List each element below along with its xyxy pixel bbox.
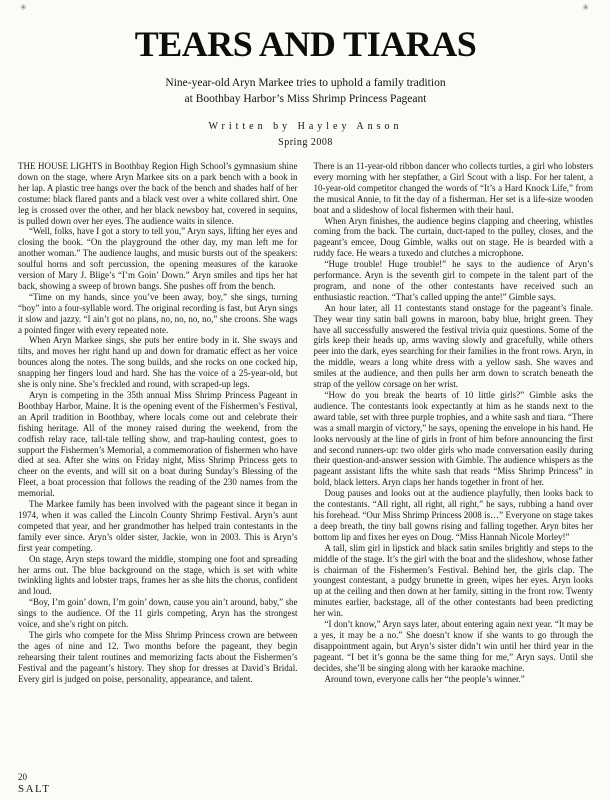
article-paragraph: When Aryn finishes, the audience begins clapping and cheering, whistles coming from the back. The curtain, duct-taped to the pulley, closes, and the pageant’s emcee, Doug Gimble, walks out on stage. He is bearded with a ruddy face. He wears a tuxedo and clutches a microphone. [313,215,593,259]
page-number: 20 [18,772,27,783]
article-paragraph: “Boy, I’m goin’ down, I’m goin’ down, cause you ain’t around, baby,” she sings to the audience. Of the 11 girls competing, Aryn has the strongest voice, and she’s right on pitch. [18,597,298,630]
article-paragraph: “How do you break the hearts of 10 little girls?” Gimble asks the audience. The contestants look expectantly at him as he stands next to the award table, set with three purple trophies, and a white sash and tiara. “There was a small margin of victory,” he says, opening the envelope in his hand. He looks nervously at the line of girls in front of him before announcing the first and second runners-up: two older girls who made conversation easily during their question-and-answer session with Gimble. The audience whispers as the pageant assistant lifts the white sash that reads “Miss Shrimp Princess” in bold, black letters. Aryn claps her hands together in front of her. [313,390,593,488]
article-paragraph: The Markee family has been involved with the pageant since it began in 1974, when it was called the Lincoln County Shrimp Festival. Aryn’s aunt competed that year, and her grandmother has helped train contestants in the family ever since. Aryn’s older sister, Jackie, won in 2003. This is Aryn’s first year competing. [18,499,298,553]
article-header [0,0,611,148]
article-paragraph: Aryn is competing in the 35th annual Miss Shrimp Princess Pageant in Boothbay Harbor, Maine. It is the opening event of the Fishermen’s Festival, an April tradition in Boothbay, where locals come out and celebrate their fishing heritage. All of the money raised during the weekend, from the codfish relay race, tall-tale telling show, and trap-hauling contest, goes to support the Fishermen’s Memorial, a commemoration of fishermen who have died at sea. After she wins on Friday night, Miss Shrimp Princess gets to cheer on the events, and will sit on a boat during Sunday’s Blessing of the Fleet, a boat procession that follows the reading of the 230 names from the memorial. [18,390,298,499]
subtitle-line-1: Nine-year-old Aryn Markee tries to uphold a family tradition [165,76,446,89]
article-paragraph: Around town, everyone calls her “the people’s winner.” [324,673,525,684]
article-paragraph: When Aryn Markee sings, she puts her entire body in it. She sways and tilts, and moves her right hand up and down for dramatic effect as her voice bounces along the notes. The song builds, and she rocks on one cocked hip, snapping her fingers loud and hard. She has the voice of a 25-year-old, but she is only nine. She’s freckled and round, with scraped-up legs. [18,335,298,390]
article-body [18,161,593,685]
article-paragraph: “Time on my hands, since you’ve been away, boy,” she sings, turning “boy” into a four-syllable word. The original recording is fast, but Aryn sings it slow and jazzy. “I ain’t got no plans, no, no, no, no,” she croons. She wags a pointed finger with every repeated note. [18,291,298,335]
byline: Written by Hayley Anson [208,120,403,132]
article-paragraph: The girls who compete for the Miss Shrimp Princess crown are between the ages of nine and 12. Two months before the pageant, they begin rehearsing their talent routines and memorizing facts about the Fishermen’s Festival and the pageant’s history. They shop for dresses at David’s Bridal. Every girl is judged on poise, personality, appearance, and talent. [18,629,298,684]
magazine-name: SALT [18,782,51,795]
right-column [314,161,594,685]
article-title: TEARS AND TIARAS [134,24,477,64]
article-paragraph: “Huge trouble! Huge trouble!” he says to the audience of Aryn’s performance. Aryn is the seventh girl to compete in the talent part of the program, and none of the other contestants have received such an enthusiastic reaction. “That’s called upping the ante!” Gimble says. [313,259,593,302]
article-paragraph: A tall, slim girl in lipstick and black satin smiles brightly and steps to the middle of the stage. It’s the girl with the boat and the slideshow, whose father is chairman of the Fishermen’s Festival. Behind her, the girls clap. The youngest contestant, a pudgy brunette in green, wipes her eyes. Aryn looks up at the ceiling and then down at her family, sitting in the front row. Twenty minutes earlier, backstage, all of the other contestants had been predicting her win. [313,542,593,619]
issue-date: Spring 2008 [278,136,333,148]
page-footer [18,773,51,795]
subtitle-line-2: at Boothbay Harbor’s Miss Shrimp Princess Pageant [184,92,427,105]
article-paragraph: “Well, folks, have I got a story to tell you,” Aryn says, lifting her eyes and closing the book. “On the playground the other day, my man left me for another woman.” The audience laughs, and music bursts out of the speakers: soulful horns and soft percussion, the opening measures of the karaoke version of Mary J. Blige’s “I’m Goin’ Down.” Aryn smiles and tips her hat back, showing a sweep of brown bangs. She pushes off from the bench. [18,226,298,291]
article-subtitle [0,75,611,107]
article-paragraph: On stage, Aryn steps toward the middle, stomping one foot and spreading her arms out. The blue background on the stage, which is set with white twinkling lights and lobster traps, frames her as she hits the chorus, confident and loud. [18,553,298,597]
left-column [18,161,298,685]
registration-mark-icon: ✳ [20,3,27,12]
article-paragraph: An hour later, all 11 contestants stand onstage for the pageant’s finale. They wear tiny satin ball gowns in maroon, baby blue, bright green. They have all successfully answered the festival trivia quiz questions. Some of the girls keep their heads up, arms waving slowly and gracefully, while others peer into the dark, eyes searching for their families in the front rows. Aryn, in the middle, wears a long white dress with a yellow sash. She waves and smiles at the audience, and then pulls her arm down to scratch beneath the strap of the yellow corsage on her wrist. [313,302,593,390]
article-paragraph: “I don’t know,” Aryn says later, about entering again next year. “It may be a yes, it may be a no.” She doesn’t know if she wants to go through the disappointment again, but Aryn’s sister didn’t win until her third year in the pageant. “I bet it’s gonna be the same thing for me,” Aryn says. Until she decides, she’ll be singing along with her karaoke machine. [313,619,593,673]
registration-mark-icon: ✳ [582,3,589,12]
article-paragraph: There is an 11-year-old ribbon dancer who collects turtles, a girl who lobsters every morning with her stepfather, a Girl Scout with a lisp. For her talent, a 10-year-old competitor changed the words of “It’s a Hard Knock Life,” from the musical Annie, to fit the day of a fisherman. Her set is a life-size wooden boat and a slideshow of local fishermen with their haul. [313,160,593,215]
article-paragraph: Doug pauses and looks out at the audience playfully, then looks back to the contestants. “All right, all right, all right,” he says, rubbing a hand over his forehead. “Our Miss Shrimp Princess 2008 is…” Everyone on stage takes a deep breath, the tiny ball gowns rising and falling together. Aryn bites her bottom lip and fixes her eyes on Doug. “Miss Hannah Nicole Morley!” [313,488,593,542]
article-paragraph: THE HOUSE LIGHTS in Boothbay Region High School’s gymnasium shine down on the stage, where Aryn Markee sits on a park bench with a book in her lap. A plastic tree hangs over the back of the bench and shades half of her costume: black flared pants and a black vest over a white collared shirt. One leg is crossed over the other, and her black newsboy hat, covered in sequins, is pulled down over her eyes. The audience waits in silence. [18,160,298,226]
